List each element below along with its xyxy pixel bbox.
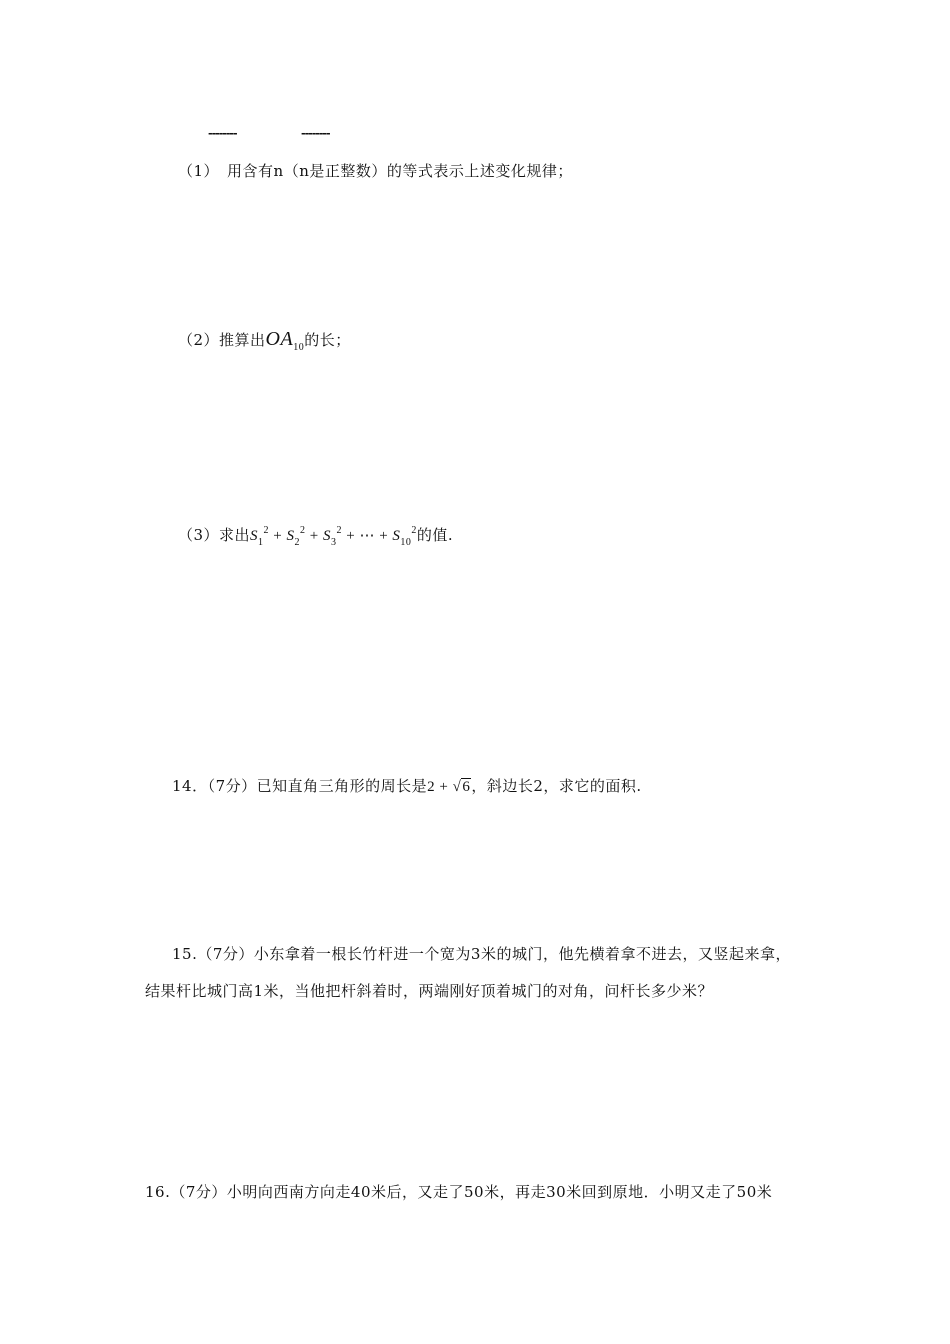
q13-part3-suffix: 的值.: [416, 526, 454, 544]
perimeter-formula: 2 + √6: [427, 779, 471, 795]
q15-line2: 结果杆比城门高1米，当他把杆斜着时，两端刚好顶着城门的对角，问杆长多少米？: [145, 982, 714, 1000]
sum-squares-formula: $S_1^2 + S_2^2 + S_3^2$ + ⋯ + $S_{10}^2$: [250, 525, 417, 548]
q15-line1: 15.（7分）小东拿着一根长竹杆进一个宽为3米的城门，他先横着拿不进去，又竖起来拿，: [172, 945, 791, 963]
q13-part2-suffix: 的长；: [304, 331, 351, 349]
q13-part2-prefix: （2）推算出: [178, 331, 266, 349]
q14-prefix: 14．（7分）已知直角三角形的周长是: [172, 777, 428, 795]
answer-blank-2: --------: [301, 127, 330, 140]
q14-suffix: ，斜边长2，求它的面积.: [471, 777, 642, 795]
q13-part2: [178, 328, 351, 353]
oa10-formula: $OA_{10}$: [265, 328, 305, 353]
q14: [172, 775, 642, 796]
answer-blank-1: --------: [208, 127, 237, 140]
q13-part3: [178, 524, 453, 548]
q13-part3-prefix: （3）求出: [178, 526, 251, 544]
q16-line1: 16.（7分）小明向西南方向走40米后，又走了50米，再走30米回到原地．小明又走了50米: [145, 1183, 773, 1201]
q13-part1: （1） 用含有n（n是正整数）的等式表示上述变化规律；: [178, 162, 573, 180]
